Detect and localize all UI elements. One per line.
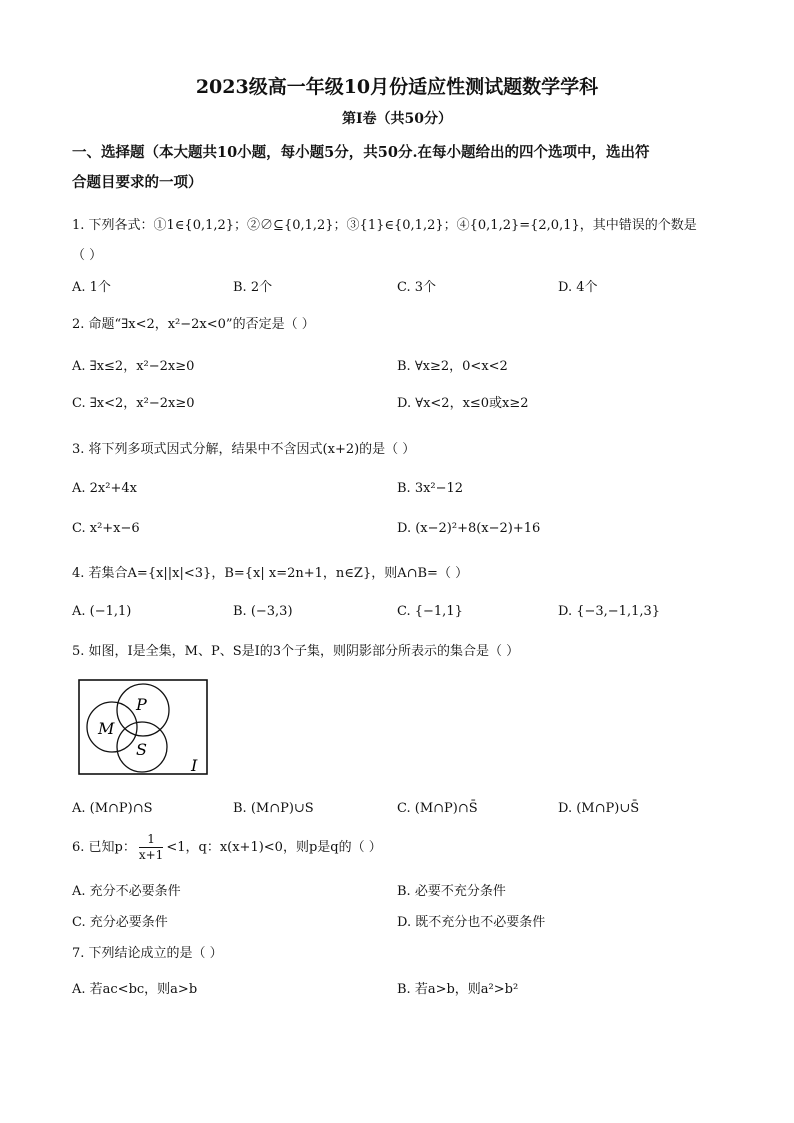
question-6-option-c: C. 充分必要条件 xyxy=(72,915,168,930)
exam-subtitle: 第Ⅰ卷（共50分） xyxy=(341,111,453,127)
question-5-option-a: A. (M∩P)∩S xyxy=(72,801,153,816)
question-4-option-a: A. (−1,1) xyxy=(72,604,132,619)
question-5-option-b: B. (M∩P)∪S xyxy=(233,801,314,816)
question-5-option-c: C. (M∩P)∩S̄ xyxy=(397,801,478,816)
fraction-numerator: 1 xyxy=(139,832,163,848)
question-2-option-c: C. ∃x<2，x²−2x≥0 xyxy=(72,396,195,411)
question-3-stem: 3. 将下列多项式因式分解，结果中不含因式(x+2)的是（ ） xyxy=(72,442,416,457)
question-4-stem: 4. 若集合A={x||x|<3}，B={x| x=2n+1，n∈Z}，则A∩B=（ ） xyxy=(72,566,469,581)
question-7-option-b: B. 若a>b，则a²>b² xyxy=(397,982,519,997)
question-6-option-d: D. 既不充分也不必要条件 xyxy=(397,915,546,930)
question-2-stem: 2. 命题“∃x<2，x²−2x<0”的否定是（ ） xyxy=(72,317,315,332)
question-7-option-a: A. 若ac<bc，则a>b xyxy=(72,982,198,997)
question-1-stem-paren: （ ） xyxy=(72,248,103,263)
question-1-stem: 1. 下列各式：①1∈{0,1,2}；②∅⊆{0,1,2}；③{1}∈{0,1,2}；④{0,1,2}={2,0,1}，其中错误的个数是 xyxy=(72,218,697,233)
section-header-line2: 合题目要求的一项） xyxy=(72,174,203,191)
question-3-option-b: B. 3x²−12 xyxy=(397,481,464,496)
question-6-stem xyxy=(72,832,382,863)
label-m: M xyxy=(98,719,115,738)
question-4-option-b: B. (−3,3) xyxy=(233,604,293,619)
question-2-option-a: A. ∃x≤2，x²−2x≥0 xyxy=(72,359,195,374)
question-1-option-c: C. 3个 xyxy=(397,280,437,295)
question-6-option-a: A. 充分不必要条件 xyxy=(72,884,181,899)
question-1-option-a: A. 1个 xyxy=(72,280,111,295)
question-6-option-b: B. 必要不充分条件 xyxy=(397,884,506,899)
question-5-stem: 5. 如图，I是全集，M、P、S是I的3个子集，则阴影部分所表示的集合是（ ） xyxy=(72,644,520,659)
question-5-option-d: D. (M∩P)∪S̄ xyxy=(558,801,640,816)
question-2-option-b: B. ∀x≥2，0<x<2 xyxy=(397,359,508,374)
question-4-option-d: D. {−3,−1,1,3} xyxy=(558,604,661,619)
question-3-option-d: D. (x−2)²+8(x−2)+16 xyxy=(397,521,541,536)
label-s: S xyxy=(136,740,147,759)
fraction-denominator: x+1 xyxy=(138,848,164,862)
venn-diagram xyxy=(76,677,210,777)
question-1-option-b: B. 2个 xyxy=(233,280,273,295)
label-i: I xyxy=(191,756,198,775)
exam-title: 2023级高一年级10月份适应性测试题数学学科 xyxy=(195,76,599,98)
question-7-stem: 7. 下列结论成立的是（ ） xyxy=(72,946,223,961)
question-1-option-d: D. 4个 xyxy=(558,280,598,295)
question-3-option-c: C. x²+x−6 xyxy=(72,521,140,536)
label-p: P xyxy=(136,695,147,714)
question-4-option-c: C. {−1,1} xyxy=(397,604,463,619)
section-header-line1: 一、选择题（本大题共10小题，每小题5分，共50分.在每小题给出的四个选项中，选出符 xyxy=(72,144,650,161)
question-2-option-d: D. ∀x<2，x≤0或x≥2 xyxy=(397,396,529,411)
question-3-option-a: A. 2x²+4x xyxy=(72,481,137,496)
question-6-stem-prefix: 6. 已知p： xyxy=(72,840,136,855)
fraction xyxy=(139,832,163,863)
question-6-stem-suffix: <1，q：x(x+1)<0，则p是q的（ ） xyxy=(166,840,382,855)
